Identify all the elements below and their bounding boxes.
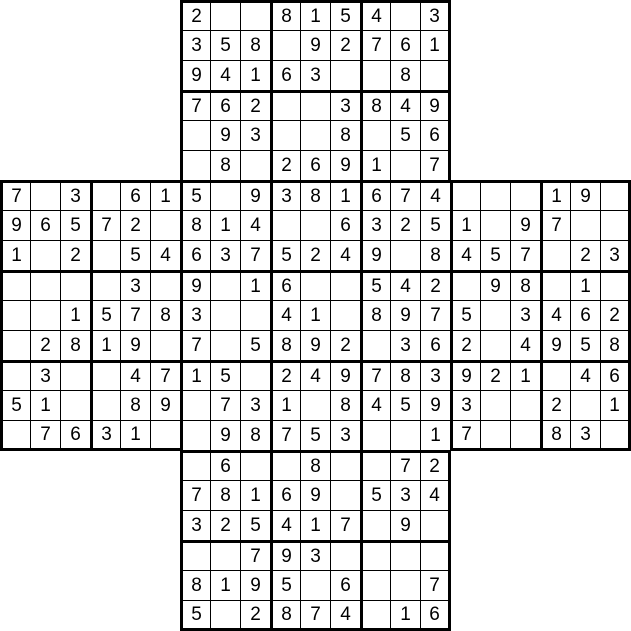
sudoku-cell: 1 xyxy=(300,510,330,540)
sudoku-cell: 9 xyxy=(570,180,600,210)
sudoku-cell[interactable] xyxy=(510,180,540,210)
sudoku-cell: 5 xyxy=(210,360,240,390)
sudoku-cell: 4 xyxy=(150,240,180,270)
sudoku-cell[interactable] xyxy=(90,270,120,300)
sudoku-cell: 6 xyxy=(120,180,150,210)
sudoku-cell[interactable] xyxy=(300,120,330,150)
sudoku-cell[interactable] xyxy=(480,300,510,330)
sudoku-cell[interactable] xyxy=(360,600,390,631)
sudoku-cell[interactable] xyxy=(600,180,631,210)
sudoku-cell: 8 xyxy=(270,0,300,30)
sudoku-cell: 3 xyxy=(210,240,240,270)
sudoku-cell: 5 xyxy=(0,390,30,420)
sudoku-cell[interactable] xyxy=(420,540,451,570)
sudoku-cell[interactable] xyxy=(210,0,240,30)
sudoku-cell: 8 xyxy=(210,150,240,180)
sudoku-cell[interactable] xyxy=(240,450,270,480)
sudoku-cell: 8 xyxy=(60,330,90,360)
sudoku-cell[interactable] xyxy=(30,300,60,330)
sudoku-cell: 7 xyxy=(120,300,150,330)
sudoku-cell: 6 xyxy=(30,210,60,240)
sudoku-cell: 2 xyxy=(600,300,631,330)
sudoku-cell: 1 xyxy=(60,300,90,330)
sudoku-cell: 9 xyxy=(240,180,270,210)
sudoku-cell: 6 xyxy=(210,90,240,120)
sudoku-cell: 4 xyxy=(330,600,360,631)
sudoku-cell: 9 xyxy=(300,330,330,360)
sudoku-cell[interactable] xyxy=(270,30,300,60)
sudoku-cell: 2 xyxy=(270,150,300,180)
sudoku-cell: 1 xyxy=(450,210,480,240)
sudoku-cell[interactable] xyxy=(210,540,240,570)
sudoku-cell: 8 xyxy=(180,210,210,240)
sudoku-cell: 3 xyxy=(270,180,300,210)
sudoku-cell: 6 xyxy=(270,270,300,300)
sudoku-cell: 3 xyxy=(420,0,451,30)
sudoku-cell: 9 xyxy=(480,270,510,300)
sudoku-cell: 5 xyxy=(300,420,330,450)
sudoku-cell[interactable] xyxy=(150,270,180,300)
sudoku-cell[interactable] xyxy=(390,0,420,30)
sudoku-cell: 7 xyxy=(420,300,450,330)
sudoku-cell: 9 xyxy=(150,390,180,420)
sudoku-cell: 5 xyxy=(120,240,150,270)
sudoku-cell[interactable] xyxy=(240,360,270,390)
sudoku-cell[interactable] xyxy=(210,300,240,330)
sudoku-cell: 1 xyxy=(420,30,451,60)
sudoku-cell: 4 xyxy=(510,330,540,360)
sudoku-cell: 5 xyxy=(180,600,210,631)
sudoku-cell[interactable] xyxy=(90,360,120,390)
sudoku-cell: 2 xyxy=(450,330,480,360)
sudoku-cell[interactable] xyxy=(240,0,270,30)
sudoku-cell[interactable] xyxy=(0,330,30,360)
sudoku-cell: 3 xyxy=(120,270,150,300)
sudoku-cell: 1 xyxy=(210,210,240,240)
sudoku-cell: 8 xyxy=(240,30,270,60)
sudoku-cell: 7 xyxy=(510,240,540,270)
sudoku-cell: 9 xyxy=(510,210,540,240)
sudoku-cell: 8 xyxy=(150,300,180,330)
sudoku-cell: 7 xyxy=(420,570,451,600)
sudoku-cell: 2 xyxy=(210,510,240,540)
sudoku-cell: 3 xyxy=(90,420,120,451)
sudoku-cell: 6 xyxy=(330,570,360,600)
sudoku-cell: 3 xyxy=(390,480,420,510)
sudoku-cell: 9 xyxy=(360,240,390,270)
sudoku-cell[interactable] xyxy=(240,150,270,180)
sudoku-cell[interactable] xyxy=(0,270,30,300)
sudoku-cell: 8 xyxy=(540,420,570,451)
sudoku-cell: 2 xyxy=(60,240,90,270)
sudoku-cell: 2 xyxy=(330,30,360,60)
sudoku-cell: 1 xyxy=(240,60,270,90)
sudoku-cell: 8 xyxy=(270,330,300,360)
sudoku-cell: 8 xyxy=(120,390,150,420)
sudoku-cell: 3 xyxy=(420,360,450,390)
sudoku-cell: 4 xyxy=(450,240,480,270)
sudoku-cell: 5 xyxy=(450,300,480,330)
sudoku-cell: 1 xyxy=(0,240,30,270)
sudoku-cell[interactable] xyxy=(330,480,360,510)
sudoku-cell: 2 xyxy=(540,390,570,420)
sudoku-cell[interactable] xyxy=(90,390,120,420)
sudoku-cell[interactable] xyxy=(90,240,120,270)
sudoku-cell: 1 xyxy=(30,390,60,420)
sudoku-cell: 5 xyxy=(60,210,90,240)
sudoku-cell[interactable] xyxy=(330,540,360,570)
sudoku-cell: 2 xyxy=(270,360,300,390)
sudoku-cell: 8 xyxy=(600,330,631,360)
sudoku-cell[interactable] xyxy=(30,270,60,300)
sudoku-cell: 7 xyxy=(360,360,390,390)
sudoku-cell: 7 xyxy=(420,150,451,180)
sudoku-cell: 9 xyxy=(0,210,30,240)
sudoku-cell[interactable] xyxy=(180,120,210,150)
sudoku-cell: 1 xyxy=(300,300,330,330)
sudoku-cell: 9 xyxy=(180,60,210,90)
sudoku-cell: 2 xyxy=(180,0,210,30)
sudoku-cell[interactable] xyxy=(480,330,510,360)
sudoku-cell: 8 xyxy=(390,60,420,90)
sudoku-cell: 7 xyxy=(30,420,60,451)
sudoku-cell[interactable] xyxy=(210,600,240,631)
sudoku-cell: 9 xyxy=(210,420,240,450)
sudoku-cell: 6 xyxy=(420,330,450,360)
sudoku-cell: 8 xyxy=(420,240,450,270)
sudoku-cell: 4 xyxy=(420,480,451,510)
sudoku-cell: 8 xyxy=(330,120,360,150)
sudoku-cell: 9 xyxy=(540,330,570,360)
sudoku-cell: 6 xyxy=(60,420,90,451)
sudoku-cell: 6 xyxy=(420,120,451,150)
sudoku-cell: 7 xyxy=(150,360,180,390)
sudoku-cell[interactable] xyxy=(390,540,420,570)
sudoku-cell: 3 xyxy=(390,330,420,360)
sudoku-cell: 2 xyxy=(240,600,270,631)
sudoku-cell: 9 xyxy=(210,120,240,150)
sudoku-cell[interactable] xyxy=(60,270,90,300)
sudoku-cell[interactable] xyxy=(60,360,90,390)
sudoku-cell: 8 xyxy=(300,180,330,210)
sudoku-cell: 7 xyxy=(180,480,210,510)
sudoku-cell[interactable] xyxy=(300,270,330,300)
sudoku-cell[interactable] xyxy=(450,270,480,300)
sudoku-cell: 1 xyxy=(600,390,631,420)
sudoku-cell[interactable] xyxy=(150,210,180,240)
sudoku-cell[interactable] xyxy=(270,120,300,150)
sudoku-cell: 7 xyxy=(540,210,570,240)
sudoku-cell[interactable] xyxy=(300,90,330,120)
sudoku-cell[interactable] xyxy=(360,120,390,150)
sudoku-cell[interactable] xyxy=(180,420,210,450)
sudoku-cell[interactable] xyxy=(390,570,420,600)
sudoku-cell: 3 xyxy=(60,180,90,210)
sudoku-cell[interactable] xyxy=(210,180,240,210)
sudoku-cell: 7 xyxy=(270,420,300,450)
sudoku-cell: 5 xyxy=(180,180,210,210)
sudoku-cell: 8 xyxy=(390,360,420,390)
sudoku-cell: 2 xyxy=(480,360,510,390)
sudoku-cell: 4 xyxy=(570,360,600,390)
sudoku-cell: 3 xyxy=(330,90,360,120)
sudoku-cell: 5 xyxy=(270,240,300,270)
sudoku-cell[interactable] xyxy=(300,210,330,240)
sudoku-cell[interactable] xyxy=(540,240,570,270)
sudoku-cell: 1 xyxy=(300,0,330,30)
sudoku-cell[interactable] xyxy=(360,60,390,90)
sudoku-cell: 4 xyxy=(240,210,270,240)
sudoku-cell[interactable] xyxy=(390,420,420,450)
sudoku-cell: 4 xyxy=(360,390,390,420)
sudoku-cell: 6 xyxy=(600,360,631,390)
sudoku-cell[interactable] xyxy=(510,420,540,451)
sudoku-cell: 9 xyxy=(180,270,210,300)
sudoku-cell: 7 xyxy=(90,210,120,240)
sudoku-cell[interactable] xyxy=(180,390,210,420)
sudoku-cell: 3 xyxy=(300,540,330,570)
sudoku-cell: 6 xyxy=(300,150,330,180)
sudoku-cell: 8 xyxy=(270,600,300,631)
sudoku-cell[interactable] xyxy=(180,450,210,480)
sudoku-cell: 9 xyxy=(420,90,451,120)
sudoku-cell[interactable] xyxy=(300,390,330,420)
sudoku-cell: 7 xyxy=(180,90,210,120)
sudoku-cell: 8 xyxy=(240,420,270,450)
sudoku-cell: 2 xyxy=(420,450,451,480)
sudoku-cell[interactable] xyxy=(570,210,600,240)
sudoku-cell: 9 xyxy=(450,360,480,390)
sudoku-cell[interactable] xyxy=(390,240,420,270)
sudoku-cell[interactable] xyxy=(150,330,180,360)
sudoku-cell[interactable] xyxy=(300,570,330,600)
sudoku-cell[interactable] xyxy=(360,420,390,450)
sudoku-cell: 1 xyxy=(210,570,240,600)
sudoku-cell[interactable] xyxy=(270,450,300,480)
sudoku-cell: 2 xyxy=(120,210,150,240)
sudoku-cell: 9 xyxy=(330,360,360,390)
sudoku-cell: 2 xyxy=(330,330,360,360)
sudoku-cell: 5 xyxy=(240,510,270,540)
sudoku-cell: 6 xyxy=(180,240,210,270)
sudoku-cell: 9 xyxy=(120,330,150,360)
sudoku-cell: 8 xyxy=(180,570,210,600)
sudoku-cell[interactable] xyxy=(0,300,30,330)
sudoku-cell: 9 xyxy=(270,540,300,570)
sudoku-cell: 7 xyxy=(360,30,390,60)
sudoku-cell: 7 xyxy=(210,390,240,420)
sudoku-cell: 4 xyxy=(390,270,420,300)
sudoku-cell: 9 xyxy=(300,30,330,60)
sudoku-cell[interactable] xyxy=(210,330,240,360)
sudoku-cell[interactable] xyxy=(600,210,631,240)
sudoku-cell: 1 xyxy=(270,390,300,420)
sudoku-cell: 5 xyxy=(480,240,510,270)
sudoku-cell: 2 xyxy=(390,210,420,240)
sudoku-cell: 4 xyxy=(420,180,450,210)
sudoku-cell[interactable] xyxy=(420,60,451,90)
sudoku-cell: 3 xyxy=(180,300,210,330)
sudoku-cell: 9 xyxy=(390,510,420,540)
sudoku-cell: 7 xyxy=(240,540,270,570)
sudoku-cell[interactable] xyxy=(270,210,300,240)
sudoku-cell[interactable] xyxy=(180,540,210,570)
sudoku-cell[interactable] xyxy=(0,420,30,451)
sudoku-cell[interactable] xyxy=(90,180,120,210)
sudoku-cell: 5 xyxy=(240,330,270,360)
sudoku-cell: 4 xyxy=(210,60,240,90)
sudoku-cell: 6 xyxy=(210,450,240,480)
sudoku-cell[interactable] xyxy=(420,510,451,540)
sudoku-cell: 9 xyxy=(300,480,330,510)
sudoku-cell: 3 xyxy=(180,510,210,540)
sudoku-cell: 8 xyxy=(330,390,360,420)
sudoku-cell[interactable] xyxy=(210,270,240,300)
sudoku-cell: 5 xyxy=(390,120,420,150)
sudoku-cell[interactable] xyxy=(150,420,180,451)
sudoku-cell: 3 xyxy=(240,120,270,150)
sudoku-cell[interactable] xyxy=(30,240,60,270)
sudoku-cell[interactable] xyxy=(240,300,270,330)
sudoku-cell: 2 xyxy=(420,270,450,300)
sudoku-cell: 8 xyxy=(210,480,240,510)
sudoku-cell: 5 xyxy=(360,480,390,510)
sudoku-cell: 7 xyxy=(390,180,420,210)
sudoku-cell: 1 xyxy=(540,180,570,210)
sudoku-cell[interactable] xyxy=(480,420,510,451)
sudoku-cell: 1 xyxy=(180,360,210,390)
sudoku-cell[interactable] xyxy=(60,390,90,420)
sudoku-cell: 5 xyxy=(90,300,120,330)
sudoku-cell: 1 xyxy=(240,270,270,300)
sudoku-cell[interactable] xyxy=(360,330,390,360)
sudoku-cell: 2 xyxy=(300,240,330,270)
sudoku-cell: 4 xyxy=(390,90,420,120)
sudoku-cell[interactable] xyxy=(270,90,300,120)
sudoku-cell: 3 xyxy=(300,60,330,90)
sudoku-cell: 3 xyxy=(510,300,540,330)
sudoku-cell: 4 xyxy=(540,300,570,330)
sudoku-cell: 4 xyxy=(270,510,300,540)
sudoku-cell[interactable] xyxy=(540,270,570,300)
sudoku-cell[interactable] xyxy=(510,390,540,420)
sudoku-cell: 2 xyxy=(30,330,60,360)
sudoku-cell[interactable] xyxy=(360,570,390,600)
sudoku-cell: 2 xyxy=(240,90,270,120)
sudoku-cell: 3 xyxy=(570,420,600,451)
sudoku-cell: 9 xyxy=(240,570,270,600)
sudoku-cell: 1 xyxy=(420,420,450,450)
sudoku-cell: 5 xyxy=(330,0,360,30)
sudoku-cell: 1 xyxy=(510,360,540,390)
sudoku-cell[interactable] xyxy=(180,150,210,180)
sudoku-cell: 8 xyxy=(360,300,390,330)
sudoku-cell[interactable] xyxy=(570,390,600,420)
sudoku-cell: 7 xyxy=(330,510,360,540)
sudoku-cell: 8 xyxy=(360,90,390,120)
sudoku-cell: 6 xyxy=(570,300,600,330)
sudoku-cell: 6 xyxy=(270,60,300,90)
sudoku-cell[interactable] xyxy=(480,390,510,420)
sudoku-cell[interactable] xyxy=(330,60,360,90)
sudoku-cell[interactable] xyxy=(600,420,631,451)
sudoku-cell[interactable] xyxy=(480,180,510,210)
sudoku-cell: 5 xyxy=(270,570,300,600)
sudoku-cell: 9 xyxy=(390,300,420,330)
sudoku-cell: 5 xyxy=(420,210,450,240)
sudoku-cell: 7 xyxy=(240,240,270,270)
sudoku-cell: 7 xyxy=(0,180,30,210)
sudoku-cell: 4 xyxy=(120,360,150,390)
sudoku-cell[interactable] xyxy=(450,180,480,210)
sudoku-cell: 6 xyxy=(420,600,451,631)
sudoku-cell[interactable] xyxy=(330,270,360,300)
sudoku-cell: 6 xyxy=(330,210,360,240)
sudoku-cell[interactable] xyxy=(360,510,390,540)
sudoku-cell: 3 xyxy=(330,420,360,450)
sudoku-cell: 3 xyxy=(180,30,210,60)
sudoku-cell[interactable] xyxy=(360,450,390,480)
sudoku-cell: 1 xyxy=(570,270,600,300)
sudoku-cell: 9 xyxy=(330,150,360,180)
sudoku-cell: 1 xyxy=(360,150,390,180)
sudoku-cell: 3 xyxy=(600,240,631,270)
sudoku-cell: 2 xyxy=(570,240,600,270)
sudoku-cell: 8 xyxy=(510,270,540,300)
sudoku-cell: 7 xyxy=(300,600,330,631)
sudoku-cell[interactable] xyxy=(330,450,360,480)
sudoku-cell: 1 xyxy=(240,480,270,510)
sudoku-cell: 4 xyxy=(330,240,360,270)
sudoku-cell: 4 xyxy=(270,300,300,330)
sudoku-cell: 3 xyxy=(240,390,270,420)
sudoku-cell: 4 xyxy=(360,0,390,30)
sudoku-cell[interactable] xyxy=(360,540,390,570)
sudoku-cell: 7 xyxy=(180,330,210,360)
sudoku-cell: 6 xyxy=(390,30,420,60)
sudoku-cell[interactable] xyxy=(600,270,631,300)
sudoku-cell: 1 xyxy=(90,330,120,360)
sudoku-cell[interactable] xyxy=(540,360,570,390)
sudoku-cell: 3 xyxy=(30,360,60,390)
sudoku-cell[interactable] xyxy=(330,300,360,330)
sudoku-cell: 1 xyxy=(330,180,360,210)
sudoku-cell: 5 xyxy=(210,30,240,60)
sudoku-cell: 7 xyxy=(450,420,480,451)
sudoku-cell[interactable] xyxy=(390,150,420,180)
sudoku-cell: 1 xyxy=(120,420,150,451)
sudoku-cell: 1 xyxy=(390,600,420,631)
sudoku-cell: 3 xyxy=(450,390,480,420)
sudoku-cell: 1 xyxy=(150,180,180,210)
sudoku-cell[interactable] xyxy=(0,360,30,390)
sudoku-cell: 8 xyxy=(300,450,330,480)
sudoku-cell: 4 xyxy=(300,360,330,390)
sudoku-cell: 6 xyxy=(270,480,300,510)
sudoku-cell: 9 xyxy=(420,390,450,420)
sudoku-cell[interactable] xyxy=(30,180,60,210)
sudoku-cell[interactable] xyxy=(480,210,510,240)
sudoku-cell: 5 xyxy=(390,390,420,420)
sudoku-cell: 3 xyxy=(360,210,390,240)
sudoku-cell: 7 xyxy=(390,450,420,480)
sudoku-cell: 5 xyxy=(360,270,390,300)
sudoku-cell: 5 xyxy=(570,330,600,360)
sudoku-cell: 6 xyxy=(360,180,390,210)
